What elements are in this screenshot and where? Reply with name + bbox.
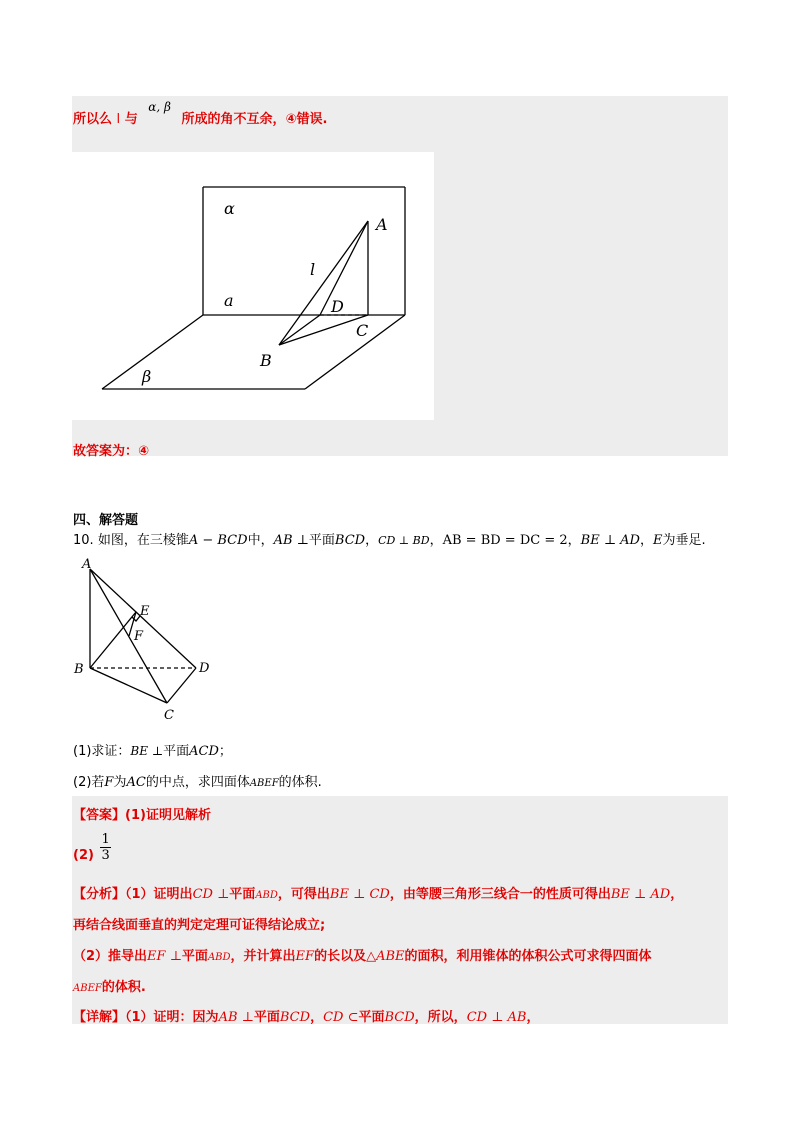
- label-A: A: [376, 215, 388, 234]
- cond-1: AB ⊥: [273, 533, 309, 548]
- q1-end: ；: [218, 744, 232, 759]
- analysis-line-3: [73, 945, 652, 964]
- q2-mid1: 为: [113, 775, 127, 790]
- detail-text: 平面: [358, 1010, 385, 1025]
- label-l: l: [310, 260, 316, 279]
- e-label: E: [653, 533, 663, 548]
- analysis-text: （2）推导出: [73, 949, 148, 964]
- analysis-line-2: 再结合线面垂直的判定定理可证得结论成立;: [73, 918, 326, 933]
- fig2-label-E: E: [140, 604, 150, 619]
- answer-part1-text: (1)证明见解析: [125, 808, 211, 823]
- q1-math: BE ⊥: [130, 744, 164, 758]
- analysis-math: ABEF: [73, 983, 102, 994]
- analysis-line-4: [73, 976, 146, 995]
- answer-part2-label: (2): [73, 848, 94, 863]
- analysis-text: ，并计算出: [230, 949, 296, 964]
- problem-statement: [73, 529, 706, 548]
- line-suffix: 所成的角不互余，④错误.: [181, 112, 328, 127]
- analysis-text: 平面: [229, 887, 256, 902]
- label-alpha: α: [224, 199, 235, 218]
- detail-text: ，: [526, 1010, 540, 1025]
- analysis-line-1: [73, 883, 683, 902]
- analysis-text: 平面: [181, 949, 208, 964]
- answer-part-2: [73, 832, 111, 863]
- analysis-math: CD ⊥: [192, 887, 230, 902]
- label-C: C: [356, 321, 369, 340]
- detail-text: ，所以，: [414, 1010, 467, 1025]
- line-prefix: 所以么: [73, 112, 113, 127]
- q1-prefix: (1)求证：: [73, 744, 131, 759]
- analysis-math: △ABE: [366, 949, 405, 964]
- detail-line-1: [73, 1006, 540, 1025]
- fig2-label-F: F: [134, 629, 144, 644]
- fraction: [100, 832, 110, 863]
- comma: ，: [567, 533, 581, 548]
- question-1: [73, 740, 232, 759]
- detail-text: 平面: [253, 1010, 280, 1025]
- analysis-text: ，: [670, 887, 684, 902]
- analysis-text: 的体积.: [101, 980, 146, 995]
- fig2-label-C: C: [164, 708, 174, 723]
- q2-end: 的体积.: [278, 775, 322, 790]
- analysis-math: EF ⊥: [147, 949, 182, 964]
- answer-tag: 【答案】: [73, 808, 126, 823]
- analysis-text: ，可得出: [277, 887, 330, 902]
- cond-2: CD ⊥ BD: [378, 534, 430, 547]
- problem-number: 10.: [73, 533, 94, 548]
- analysis-text: （1）证明出: [125, 887, 193, 902]
- answer-line: 故答案为：④: [73, 444, 150, 459]
- detail-math: CD ⊂: [323, 1010, 359, 1025]
- analysis-math: BE ⊥ AD: [610, 887, 671, 902]
- figure-1-svg: [72, 152, 434, 420]
- frac-denominator: 3: [101, 848, 110, 863]
- cond-3: AB = BD = DC = 2: [442, 533, 568, 548]
- detail-text: （1）证明：因为: [125, 1010, 219, 1025]
- detail-math: BCD: [384, 1010, 415, 1025]
- answer-part-1: [73, 804, 211, 823]
- planes-label: α, β: [148, 100, 171, 114]
- q2-prefix: (2)若: [73, 775, 105, 790]
- analysis-text: 的长以及: [314, 949, 367, 964]
- with-word: 与: [124, 112, 138, 127]
- bcd-label: BCD: [334, 533, 366, 548]
- label-D: D: [331, 297, 344, 316]
- fig2-label-B: B: [74, 662, 84, 677]
- analysis-tag: 【分析】: [73, 887, 126, 902]
- label-B: B: [260, 351, 272, 370]
- comma: ，: [640, 533, 654, 548]
- label-beta: β: [142, 367, 152, 386]
- detail-math: BCD: [279, 1010, 311, 1025]
- conclusion-line: [73, 100, 328, 127]
- q1-acd: ACD: [189, 744, 219, 759]
- tetra-name: A − BCD: [188, 533, 248, 548]
- q1-plane: 平面: [163, 744, 190, 759]
- frac-numerator: 1: [101, 832, 110, 847]
- fig2-label-A: A: [82, 557, 92, 572]
- comma: ，: [429, 533, 443, 548]
- detail-math: AB ⊥: [218, 1010, 254, 1025]
- figure-2: [72, 555, 222, 725]
- q2-f: F: [104, 775, 114, 790]
- analysis-math: ABD: [255, 890, 278, 901]
- analysis-math: EF: [295, 949, 315, 964]
- plane-word: 平面: [308, 533, 335, 548]
- solution-block-2: [72, 796, 728, 1024]
- problem-tail: 为垂足.: [662, 533, 706, 548]
- q2-ac: AC: [126, 775, 146, 790]
- l-mark: l: [116, 112, 121, 127]
- detail-tag: 【详解】: [73, 1010, 126, 1025]
- analysis-math: ABD: [207, 952, 231, 963]
- q2-abef: ABEF: [249, 778, 279, 789]
- section-title: 四、解答题: [73, 513, 139, 528]
- comma: ，: [365, 533, 379, 548]
- q2-mid2: 的中点，求四面体: [145, 775, 250, 790]
- detail-math: CD ⊥ AB: [466, 1010, 527, 1025]
- problem-mid: 中，: [247, 533, 274, 548]
- analysis-text: ，由等腰三角形三线合一的性质可得出: [389, 887, 611, 902]
- figure-1: [72, 152, 434, 420]
- analysis-math: BE ⊥ CD: [329, 887, 390, 902]
- label-a: a: [224, 291, 234, 310]
- cond-4: BE ⊥ AD: [580, 533, 640, 548]
- question-2: [73, 771, 322, 790]
- problem-intro: 如图，在三棱锥: [97, 533, 189, 548]
- fig2-label-D: D: [199, 661, 210, 676]
- analysis-text: 的面积，利用锥体的体积公式可求得四面体: [404, 949, 652, 964]
- detail-text: ，: [310, 1010, 324, 1025]
- figure-2-svg: [72, 555, 222, 725]
